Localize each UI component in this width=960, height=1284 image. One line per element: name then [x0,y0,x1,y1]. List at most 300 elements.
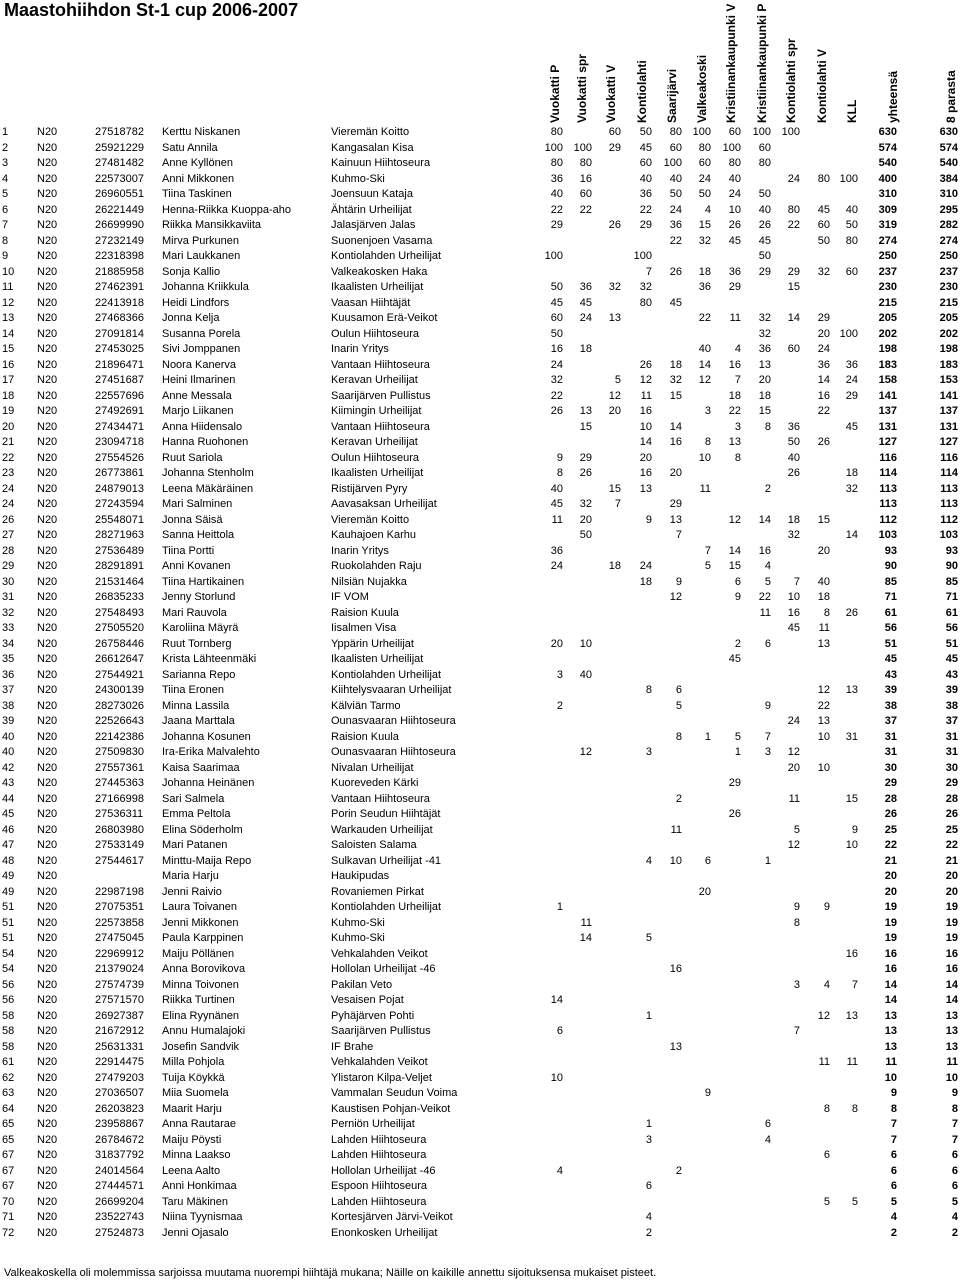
table-row [0,389,960,405]
table-row [0,1040,960,1056]
cell-points: 8 [645,684,652,696]
cell-class: N20 [37,560,58,572]
cell-rank: 19 [2,405,15,417]
cell-rank: 58 [2,1009,15,1022]
cell-best8: 38 [945,699,958,712]
cell-license: 27533149 [95,839,144,851]
cell-points: 50 [817,234,830,247]
cell-total: 215 [878,296,897,309]
cell-best8: 8 [951,1102,958,1115]
cell-points: 14 [550,994,563,1006]
cell-club: Ikaalisten Urheilijat [331,467,424,479]
cell-name: Anne Kyllönen [162,157,233,169]
cell-name: Emma Peltola [162,808,231,820]
cell-name: Milla Pohjola [162,1056,225,1068]
cell-points: 36 [845,358,858,371]
cell-club: Keravan Urheilijat [331,374,418,386]
cell-best8: 9 [951,1087,958,1099]
cell-rank: 27 [2,529,15,541]
cell-best8: 6 [951,1180,958,1192]
cell-total: 14 [884,978,897,991]
cell-points: 32 [758,327,771,340]
cell-points: 15 [698,219,711,231]
cell-license: 22526643 [95,715,144,727]
cell-best8: 19 [945,932,958,944]
cell-points: 18 [608,560,621,572]
table-row [0,1148,960,1164]
cell-best8: 20 [945,885,958,898]
table-row [0,1226,960,1242]
cell-points: 5 [793,823,800,836]
cell-points: 15 [579,420,592,433]
cell-name: Mari Rauvola [162,606,227,619]
cell-total: 540 [878,157,897,169]
cell-name: Mirva Purkunen [162,234,240,247]
cell-rank: 1 [2,126,9,138]
cell-total: 16 [884,963,897,975]
cell-club: Nilsiän Nujakka [331,575,407,588]
table-row [0,265,960,281]
cell-total: 20 [884,870,897,882]
cell-license: 27445363 [95,777,144,789]
cell-club: Espoon Hiihtoseura [331,1180,428,1192]
cell-total: 141 [878,389,897,402]
cell-points: 14 [579,932,592,944]
cell-points: 50 [579,529,592,541]
cell-license: 31837792 [95,1149,144,1161]
cell-license: 21531464 [95,575,144,588]
cell-rank: 72 [2,1226,15,1239]
cell-license: 22142386 [95,730,144,743]
cell-points: 16 [579,172,592,185]
cell-total: 19 [884,932,897,944]
cell-points: 9 [556,451,563,464]
cell-license: 25631331 [95,1040,144,1053]
cell-points: 11 [788,792,800,805]
cell-points: 80 [758,157,771,169]
cell-points: 12 [608,389,621,402]
cell-points: 29 [728,281,741,293]
cell-class: N20 [37,699,58,712]
cell-club: Oulun Hiihtoseura [331,451,420,464]
cell-points: 11 [551,513,563,526]
cell-points: 36 [758,343,771,355]
cell-total: 43 [884,668,897,681]
column-header: Kontiolahti [635,60,649,123]
cell-points: 10 [817,761,830,774]
cell-name: Tiina Portti [162,544,215,557]
cell-name: Miia Suomela [162,1087,229,1099]
cell-class: N20 [37,529,58,541]
cell-best8: 295 [939,203,958,216]
cell-total: 112 [879,513,897,526]
cell-class: N20 [37,482,58,495]
cell-club: Nivalan Urheilijat [331,761,414,774]
cell-license: 27036507 [95,1087,144,1099]
cell-points: 12 [817,1009,830,1022]
cell-points: 10 [845,839,858,851]
cell-best8: 90 [945,560,958,572]
cell-total: 198 [878,343,897,355]
cell-best8: 21 [945,854,958,867]
cell-best8: 37 [945,715,958,727]
cell-license: 27444571 [95,1180,144,1192]
cell-points: 8 [764,420,771,433]
cell-total: 183 [878,358,897,371]
cell-class: N20 [37,653,58,665]
cell-points: 18 [579,343,592,355]
cell-class: N20 [37,792,58,805]
cell-best8: 14 [945,994,958,1006]
cell-points: 9 [675,575,682,588]
cell-points: 26 [639,358,652,371]
cell-rank: 58 [2,1040,15,1053]
cell-points: 22 [728,405,741,417]
cell-rank: 28 [2,544,15,557]
cell-points: 8 [823,1102,830,1115]
cell-rank: 12 [2,296,15,309]
cell-points: 12 [698,374,711,386]
cell-points: 9 [734,591,741,603]
cell-club: Suonenjoen Vasama [331,234,433,247]
cell-total: 103 [878,529,897,541]
cell-points: 100 [839,172,858,185]
cell-best8: 103 [939,529,958,541]
table-row [0,218,960,234]
cell-name: Heini Ilmarinen [162,374,236,386]
table-row [0,1086,960,1102]
cell-best8: 113 [940,482,958,495]
table-row [0,745,960,761]
cell-club: Joensuun Kataja [331,188,413,200]
cell-license: 27554526 [95,451,144,464]
cell-points: 45 [550,498,563,510]
cell-points: 24 [639,560,652,572]
cell-points: 13 [845,1009,858,1022]
cell-club: Ikaalisten Urheilijat [331,281,424,293]
cell-club: Lahden Hiihtoseura [331,1133,427,1146]
cell-points: 3 [645,746,652,758]
cell-points: 3 [764,746,771,758]
cell-best8: 113 [940,498,958,510]
cell-points: 18 [817,591,830,603]
cell-points: 29 [817,312,830,324]
cell-rank: 47 [2,839,15,851]
cell-license: 26758446 [95,637,144,650]
cell-points: 40 [845,203,858,216]
cell-points: 32 [639,281,652,293]
cell-points: 1 [556,901,563,913]
cell-points: 40 [639,172,652,185]
cell-points: 22 [817,405,830,417]
cell-license: 22573007 [95,172,144,185]
cell-name: Taru Mäkinen [162,1195,229,1208]
cell-points: 1 [704,730,711,743]
cell-rank: 24 [2,482,15,495]
cell-points: 13 [817,715,830,727]
cell-best8: 274 [939,234,958,247]
cell-name: Jenni Raivio [162,885,222,898]
cell-rank: 13 [2,312,15,324]
cell-points: 20 [579,513,592,526]
cell-points: 13 [817,637,830,650]
cell-name: Riikka Turtinen [162,994,235,1006]
cell-rank: 63 [2,1087,15,1099]
cell-club: Vantaan Hiihtoseura [331,420,430,433]
table-row [0,513,960,529]
cell-club: Ikaalisten Urheilijat [331,653,424,665]
cell-class: N20 [37,1118,58,1130]
cell-points: 3 [704,405,711,417]
cell-points: 50 [550,327,563,340]
cell-license: 21379024 [95,963,144,975]
cell-points: 6 [556,1025,563,1037]
cell-class: N20 [37,1133,58,1146]
cell-total: 13 [884,1009,897,1022]
cell-class: N20 [37,312,58,324]
cell-points: 50 [550,281,563,293]
cell-points: 36 [639,188,652,200]
cell-points: 60 [639,157,652,169]
cell-total: 400 [878,172,897,185]
cell-name: Mari Patanen [162,839,228,851]
cell-club: Kuoreveden Kärki [331,777,419,789]
cell-total: 7 [890,1118,897,1130]
cell-points: 20 [669,467,682,479]
cell-license: 27544921 [95,668,144,681]
cell-points: 45 [845,420,858,433]
cell-license: 27481482 [95,157,144,169]
cell-points: 15 [608,482,621,495]
cell-points: 20 [608,405,621,417]
cell-points: 6 [734,575,741,588]
cell-total: 574 [878,141,897,154]
cell-points: 100 [544,141,563,154]
cell-points: 45 [758,234,771,247]
cell-points: 100 [544,250,563,262]
cell-points: 20 [787,761,800,774]
cell-total: 61 [884,606,897,619]
cell-license: 26612647 [95,653,144,665]
cell-points: 32 [817,265,830,278]
cell-points: 22 [698,312,711,324]
cell-best8: 205 [939,312,958,324]
cell-points: 7 [645,265,652,278]
cell-class: N20 [37,405,58,417]
cell-points: 12 [787,839,800,851]
cell-total: 137 [878,405,897,417]
cell-best8: 7 [951,1133,958,1146]
cell-points: 29 [608,141,621,154]
cell-total: 7 [890,1133,897,1146]
cell-best8: 16 [945,963,958,975]
cell-rank: 54 [2,963,15,975]
cell-rank: 71 [2,1211,15,1223]
cell-points: 32 [845,482,858,495]
cell-class: N20 [37,1056,58,1068]
cell-class: N20 [37,498,58,510]
cell-rank: 31 [2,591,15,603]
cell-class: N20 [37,1040,58,1053]
cell-rank: 5 [2,188,9,200]
cell-points: 40 [758,203,771,216]
cell-best8: 26 [945,808,958,820]
cell-total: 113 [879,482,897,495]
cell-name: Anni Kovanen [162,560,231,572]
cell-points: 6 [704,854,711,867]
cell-rank: 29 [2,560,15,572]
table-row [0,668,960,684]
cell-points: 80 [728,157,741,169]
cell-best8: 30 [945,761,958,774]
cell-points: 24 [728,188,741,200]
cell-name: Johanna Kriikkula [162,281,249,293]
cell-name: Riikka Mansikkaviita [162,219,262,231]
cell-class: N20 [37,932,58,944]
cell-points: 50 [758,188,771,200]
cell-points: 7 [704,544,711,557]
cell-class: N20 [37,963,58,975]
cell-license: 26927387 [95,1009,144,1022]
cell-best8: 61 [945,606,958,619]
cell-points: 18 [669,358,682,371]
cell-club: Kälviän Tarmo [331,699,401,712]
cell-name: Maiju Pöllänen [162,947,235,960]
table-row [0,823,960,839]
cell-points: 16 [639,467,652,479]
cell-points: 29 [728,777,741,789]
cell-club: Yppärin Urheilijat [331,637,414,650]
cell-points: 36 [550,172,563,185]
cell-points: 16 [845,947,858,960]
cell-license: 22914475 [95,1056,144,1068]
cell-points: 15 [845,792,858,805]
cell-name: Jonna Kelja [162,312,220,324]
cell-name: Sari Salmela [162,792,225,805]
cell-points: 80 [639,296,652,309]
cell-points: 60 [669,141,682,154]
cell-rank: 65 [2,1118,15,1130]
cell-license: 27166998 [95,792,144,805]
cell-points: 80 [550,157,563,169]
cell-name: Noora Kanerva [162,358,236,371]
cell-rank: 15 [2,343,15,355]
cell-total: 93 [884,544,897,557]
cell-points: 60 [758,141,771,154]
cell-license: 27434471 [95,420,144,433]
cell-class: N20 [37,157,58,169]
cell-points: 31 [845,730,858,743]
cell-best8: 25 [945,823,958,836]
cell-best8: 7 [951,1118,958,1130]
cell-points: 20 [639,451,652,464]
table-row [0,1024,960,1040]
table-row [0,187,960,203]
cell-total: 51 [884,637,897,650]
cell-points: 60 [698,157,711,169]
cell-points: 29 [579,451,592,464]
cell-rank: 30 [2,575,15,588]
cell-license: 24014564 [95,1164,144,1177]
cell-points: 11 [640,389,652,402]
cell-club: Vieremän Koitto [331,513,410,526]
cell-club: Ristijärven Pyry [331,482,408,495]
cell-club: Lahden Hiihtoseura [331,1149,427,1161]
table-row [0,1195,960,1211]
cell-points: 18 [845,467,858,479]
cell-rank: 3 [2,157,9,169]
cell-club: Vehkalahden Veikot [331,1056,428,1068]
cell-name: Maarit Harju [162,1102,222,1115]
cell-best8: 4 [951,1211,958,1223]
cell-class: N20 [37,467,58,479]
cell-points: 16 [728,358,741,371]
cell-points: 4 [645,854,652,867]
cell-license: 28273026 [95,699,144,712]
cell-class: N20 [37,172,58,185]
cell-points: 2 [764,482,771,495]
cell-points: 13 [728,436,741,448]
cell-license: 21885958 [95,265,144,278]
cell-points: 2 [556,699,563,712]
cell-points: 7 [734,374,741,386]
table-row [0,1071,960,1087]
cell-points: 36 [579,281,592,293]
cell-name: Maiju Pöysti [162,1133,222,1146]
cell-class: N20 [37,374,58,386]
cell-class: N20 [37,730,58,743]
cell-points: 16 [669,436,682,448]
cell-best8: 10 [945,1071,958,1084]
cell-name: Anni Mikkonen [162,172,235,185]
cell-club: Aavasaksan Urheilijat [331,498,437,510]
cell-best8: 540 [939,157,958,169]
cell-license: 23094718 [95,436,144,448]
cell-points: 32 [698,234,711,247]
cell-class: N20 [37,885,58,898]
cell-points: 22 [669,234,682,247]
cell-total: 6 [890,1180,897,1192]
cell-points: 4 [645,1211,652,1223]
cell-class: N20 [37,808,58,820]
cell-points: 60 [787,343,800,355]
cell-total: 131 [878,420,897,433]
cell-class: N20 [37,978,58,991]
cell-rank: 43 [2,777,15,789]
cell-best8: 6 [951,1149,958,1161]
cell-points: 15 [787,281,800,293]
cell-license: 27548493 [95,606,144,619]
cell-best8: 29 [945,777,958,789]
cell-club: Kaustisen Pohjan-Veikot [331,1102,451,1115]
table-row [0,280,960,296]
cell-points: 36 [787,420,800,433]
cell-points: 5 [764,575,771,588]
cell-class: N20 [37,219,58,231]
cell-rank: 14 [2,327,15,340]
cell-total: 4 [890,1211,897,1223]
cell-points: 10 [639,420,652,433]
cell-license: 26221449 [95,203,144,216]
cell-rank: 46 [2,823,15,836]
cell-points: 24 [787,172,800,185]
cell-points: 18 [698,265,711,278]
cell-club: Iisalmen Visa [331,622,397,634]
cell-class: N20 [37,575,58,588]
table-row [0,807,960,823]
cell-points: 15 [817,513,830,526]
cell-points: 40 [579,668,592,681]
